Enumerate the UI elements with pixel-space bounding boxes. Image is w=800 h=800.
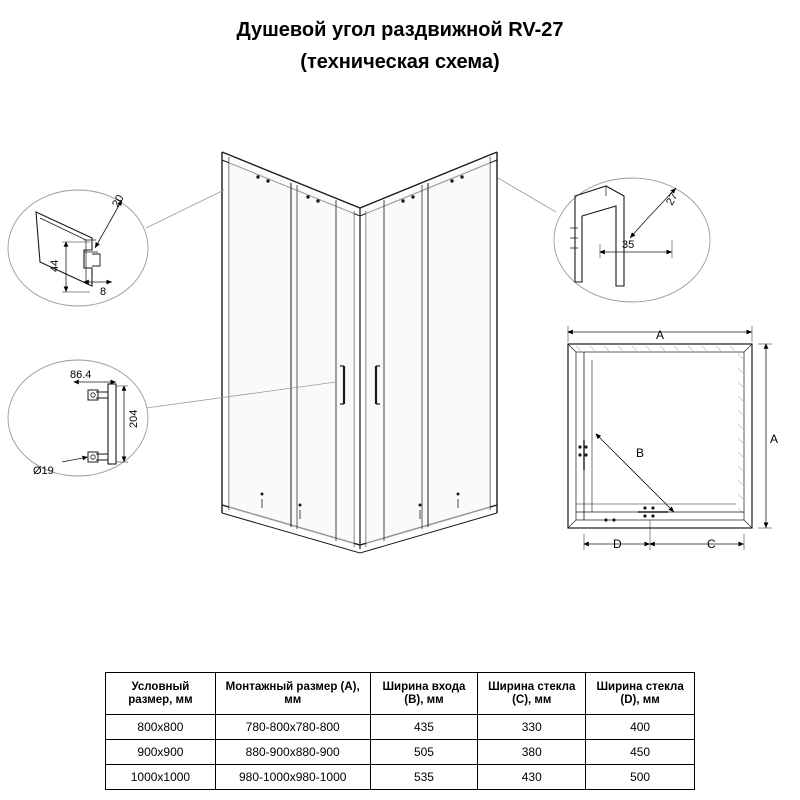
table-row — [106, 740, 695, 765]
cell-glass-c: 330 — [478, 715, 586, 740]
cell-mount: 880-900x880-900 — [215, 740, 370, 765]
dim-label-86-4: 86.4 — [70, 369, 92, 381]
cell-glass-c: 430 — [478, 765, 586, 790]
cell-nominal: 900x900 — [106, 740, 216, 765]
dim-label-204: 204 — [128, 409, 140, 428]
plan-label-a-top: A — [656, 328, 665, 342]
page-title-line2: (техническая схема) — [300, 51, 500, 73]
col-header-mount: Монтажный размер (A), мм — [215, 673, 370, 715]
table-row — [106, 765, 695, 790]
plan-label-c: C — [707, 537, 716, 551]
dim-label-27: 27 — [664, 190, 681, 208]
table-header-row — [106, 673, 695, 715]
cell-entry: 505 — [370, 740, 478, 765]
plan-view-group — [568, 326, 772, 550]
spec-table — [105, 672, 695, 790]
col-header-nominal: Условный размер, мм — [106, 673, 216, 715]
page-title-line1: Душевой угол раздвижной RV-27 — [236, 19, 564, 41]
dim-label-8: 8 — [100, 286, 107, 298]
dim-label-20: 20 — [110, 192, 127, 210]
table-row — [106, 715, 695, 740]
cell-nominal: 800x800 — [106, 715, 216, 740]
cell-entry: 435 — [370, 715, 478, 740]
cell-mount: 780-800x780-800 — [215, 715, 370, 740]
cell-glass-d: 500 — [586, 765, 695, 790]
cell-glass-c: 380 — [478, 740, 586, 765]
dim-label-44: 44 — [49, 259, 61, 272]
dim-label-35: 35 — [622, 239, 635, 251]
main-isometric-view — [222, 152, 497, 553]
cell-entry: 535 — [370, 765, 478, 790]
col-header-entry-width: Ширина входа (B), мм — [370, 673, 478, 715]
cell-glass-d: 450 — [586, 740, 695, 765]
col-header-glass-c: Ширина стекла (C), мм — [478, 673, 586, 715]
cell-glass-d: 400 — [586, 715, 695, 740]
cell-nominal: 1000x1000 — [106, 765, 216, 790]
plan-label-b: B — [636, 446, 645, 460]
plan-label-a-right: A — [770, 432, 779, 446]
dim-label-d19: Ø19 — [33, 465, 54, 477]
cell-mount: 980-1000x980-1000 — [215, 765, 370, 790]
plan-label-d: D — [613, 537, 622, 551]
col-header-glass-d: Ширина стекла (D), мм — [586, 673, 695, 715]
